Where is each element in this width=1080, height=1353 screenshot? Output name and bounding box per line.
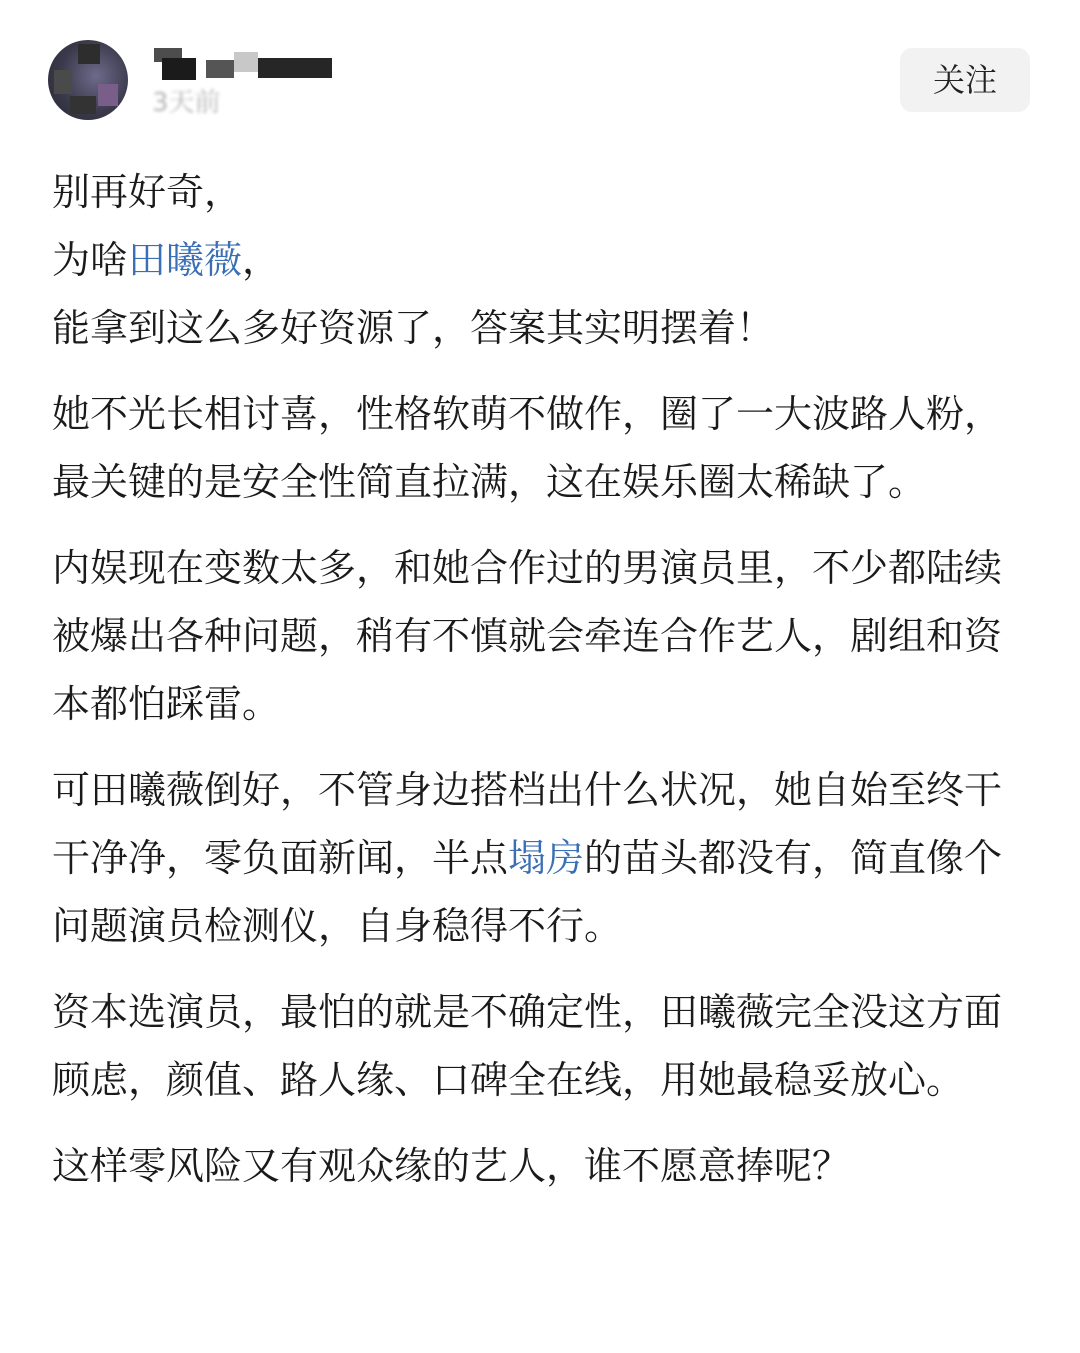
topic-link-tafang[interactable]: 塌房	[508, 836, 585, 880]
username-redacted[interactable]	[152, 44, 332, 78]
post-body	[52, 158, 1032, 1218]
paragraph	[52, 158, 1032, 362]
paragraph	[52, 756, 1032, 960]
post-header	[0, 0, 1080, 140]
text: 的苗头都没有，简直像个问题演员检测仪，自身稳得不行。	[52, 836, 1003, 948]
text: ，	[242, 238, 281, 282]
avatar[interactable]	[48, 40, 128, 120]
paragraph: 这样零风险又有观众缘的艺人，谁不愿意捧呢？	[52, 1144, 851, 1188]
avatar-mosaic	[54, 70, 72, 94]
text: 别再好奇，	[52, 170, 243, 214]
follow-button[interactable]: 关注	[900, 48, 1030, 112]
topic-link-tianxiwei[interactable]: 田曦薇	[128, 238, 243, 282]
text: 可田曦薇倒好，不管身边搭档出什么状况，她自始至终干干净净，零负面新闻，半点	[52, 768, 1003, 880]
avatar-mosaic	[98, 84, 118, 106]
avatar-mosaic	[78, 44, 100, 64]
text: 能拿到这么多好资源了，答案其实明摆着！	[52, 306, 775, 350]
avatar-mosaic	[70, 96, 96, 114]
paragraph: 她不光长相讨喜，性格软萌不做作，圈了一大波路人粉，最关键的是安全性简直拉满，这在娱乐圈太稀缺了。	[52, 392, 1003, 504]
post-timestamp: 3天前	[152, 88, 221, 118]
paragraph: 资本选演员，最怕的就是不确定性，田曦薇完全没这方面顾虑，颜值、路人缘、口碑全在线，用她最稳妥放心。	[52, 990, 1003, 1102]
text: 为啥	[52, 238, 129, 282]
paragraph: 内娱现在变数太多，和她合作过的男演员里，不少都陆续被爆出各种问题，稍有不慎就会牵连合作艺人，剧组和资本都怕踩雷。	[52, 546, 1003, 726]
